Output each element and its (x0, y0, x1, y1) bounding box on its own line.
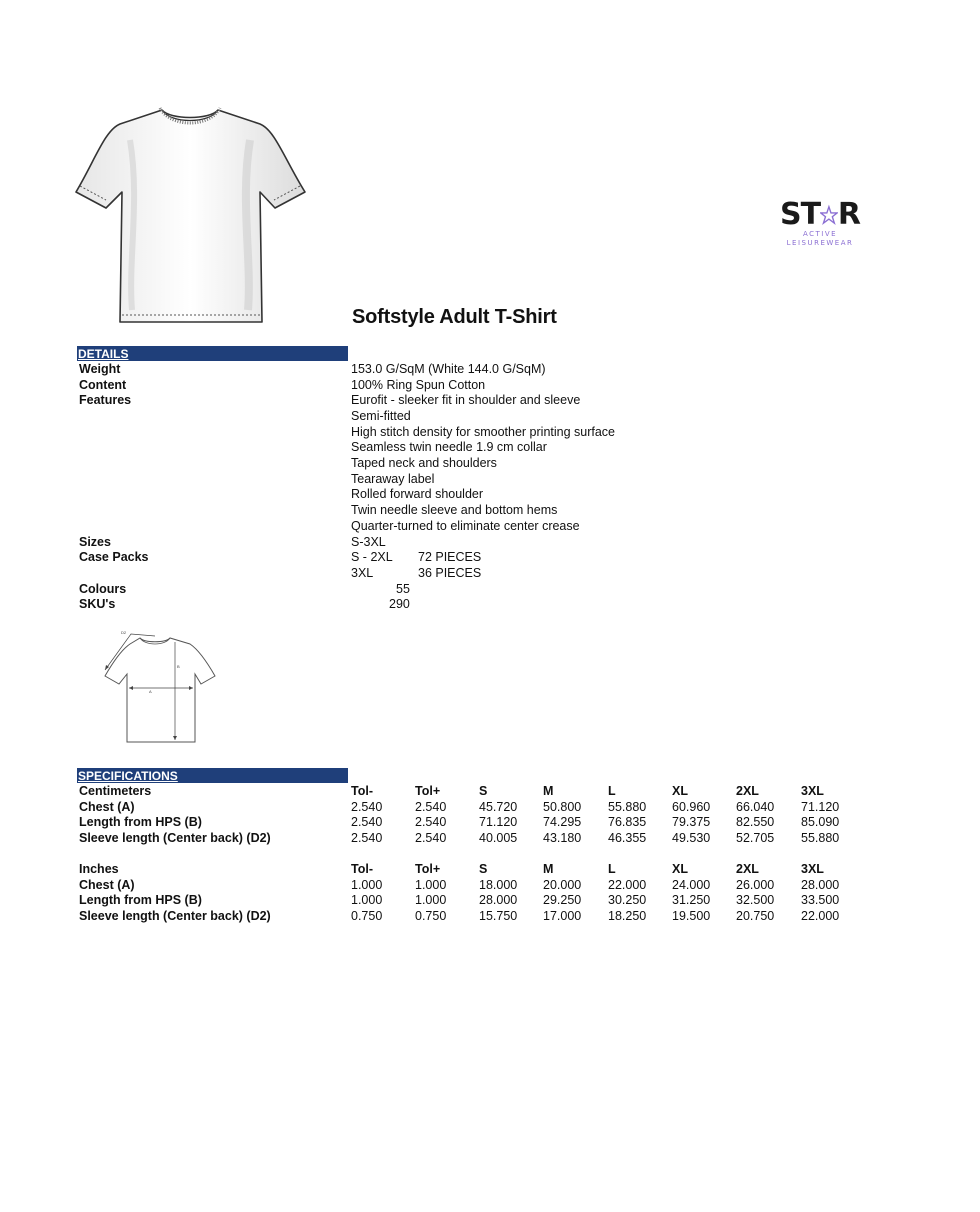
spec-cell: 30.250 (608, 893, 647, 908)
spec-unit-label: Inches (79, 862, 119, 876)
spec-cell: 18.250 (608, 908, 647, 923)
spec-unit-label: Centimeters (79, 784, 152, 798)
logo-tagline-2: LEISUREWEAR (786, 239, 854, 247)
spec-cell: 45.720 (479, 799, 518, 814)
spec-cell: 2.540 (415, 830, 447, 845)
spec-cell: 32.500 (736, 893, 775, 908)
spec-cell: 20.000 (543, 877, 582, 892)
spec-cell: 71.120 (801, 799, 840, 814)
spec-row-label: Length from HPS (B) (79, 815, 202, 830)
spec-cell: 2.540 (351, 815, 383, 830)
spec-column-header: 2XL (736, 862, 759, 876)
spec-column-header: Tol+ (415, 784, 441, 798)
spec-cell: 50.800 (543, 799, 582, 814)
spec-column-header: Tol- (351, 862, 373, 876)
spec-cell: 18.000 (479, 877, 518, 892)
spec-column-header: S (479, 862, 488, 876)
spec-row-label: Sleeve length (Center back) (D2) (79, 908, 271, 923)
star-logo (780, 197, 860, 260)
feature-item: Taped neck and shoulders (351, 456, 497, 470)
spec-cell: 55.880 (608, 799, 647, 814)
spec-cell: 20.750 (736, 908, 775, 923)
spec-cell: 43.180 (543, 830, 582, 845)
spec-cell: 82.550 (736, 815, 775, 830)
svg-text:D2: D2 (121, 630, 127, 635)
svg-text:B: B (177, 664, 180, 669)
product-title: Softstyle Adult T-Shirt (352, 306, 557, 328)
spec-cell: 0.750 (415, 908, 447, 923)
spec-row-label: Length from HPS (B) (79, 893, 202, 908)
case-pack-size: S - 2XL (351, 550, 393, 564)
logo-wordmark: ST R (780, 197, 860, 232)
spec-column-header: Tol- (351, 784, 373, 798)
spec-column-header: 3XL (801, 862, 824, 876)
spec-column-header: Tol+ (415, 862, 441, 876)
spec-cell: 79.375 (672, 815, 711, 830)
spec-column-header: 2XL (736, 784, 759, 798)
colours-label: Colours (79, 582, 127, 596)
spec-cell: 60.960 (672, 799, 711, 814)
spec-cell: 19.500 (672, 908, 711, 923)
case-pack-size: 3XL (351, 566, 374, 580)
sizes-value: S-3XL (351, 535, 386, 549)
spec-cell: 24.000 (672, 877, 711, 892)
spec-cell: 22.000 (608, 877, 647, 892)
spec-cell: 1.000 (351, 893, 383, 908)
skus-value: 290 (389, 597, 410, 611)
skus-label: SKU's (79, 597, 116, 611)
logo-tagline-1: ACTIVE (802, 230, 838, 238)
tshirt-illustration (70, 100, 310, 330)
feature-item: High stitch density for smoother printing surface (351, 425, 616, 439)
feature-item: Twin needle sleeve and bottom hems (351, 503, 558, 517)
spec-column-header: XL (672, 784, 688, 798)
spec-cell: 22.000 (801, 908, 840, 923)
details-header: DETAILS (77, 346, 348, 361)
case-pack-qty: 72 PIECES (418, 550, 482, 564)
features-label: Features (79, 393, 132, 407)
spec-cell: 17.000 (543, 908, 582, 923)
colours-value: 55 (396, 582, 410, 596)
spec-cell: 29.250 (543, 893, 582, 908)
spec-cell: 2.540 (415, 799, 447, 814)
spec-column-header: L (608, 784, 616, 798)
spec-cell: 1.000 (351, 877, 383, 892)
svg-text:A: A (149, 689, 152, 694)
spec-cell: 0.750 (351, 908, 383, 923)
spec-cell: 28.000 (801, 877, 840, 892)
spec-cell: 76.835 (608, 815, 647, 830)
spec-row-label: Chest (A) (79, 877, 135, 892)
star-icon (820, 202, 838, 228)
feature-item: Tearaway label (351, 472, 435, 486)
content-label: Content (79, 378, 127, 392)
spec-cell: 2.540 (351, 799, 383, 814)
spec-column-header: M (543, 862, 554, 876)
spec-cell: 71.120 (479, 815, 518, 830)
spec-column-header: M (543, 784, 554, 798)
specifications-header: SPECIFICATIONS (77, 768, 348, 783)
feature-item: Semi-fitted (351, 409, 411, 423)
spec-cell: 28.000 (479, 893, 518, 908)
spec-cell: 49.530 (672, 830, 711, 845)
spec-cell: 66.040 (736, 799, 775, 814)
spec-cell: 74.295 (543, 815, 582, 830)
spec-cell: 1.000 (415, 877, 447, 892)
spec-cell: 31.250 (672, 893, 711, 908)
spec-cell: 26.000 (736, 877, 775, 892)
spec-cell: 40.005 (479, 830, 518, 845)
spec-cell: 15.750 (479, 908, 518, 923)
spec-cell: 2.540 (415, 815, 447, 830)
feature-item: Quarter-turned to eliminate center crease (351, 519, 580, 533)
spec-column-header: XL (672, 862, 688, 876)
content-value: 100% Ring Spun Cotton (351, 378, 486, 392)
feature-item: Eurofit - sleeker fit in shoulder and sleeve (351, 393, 581, 407)
sizes-label: Sizes (79, 535, 111, 549)
measurement-diagram (95, 628, 225, 748)
spec-cell: 85.090 (801, 815, 840, 830)
weight-label: Weight (79, 362, 121, 376)
spec-cell: 52.705 (736, 830, 775, 845)
feature-item: Seamless twin needle 1.9 cm collar (351, 440, 547, 454)
case-pack-qty: 36 PIECES (418, 566, 482, 580)
spec-column-header: S (479, 784, 488, 798)
spec-cell: 2.540 (351, 830, 383, 845)
spec-cell: 33.500 (801, 893, 840, 908)
spec-column-header: 3XL (801, 784, 824, 798)
spec-cell: 1.000 (415, 893, 447, 908)
spec-row-label: Chest (A) (79, 799, 135, 814)
weight-value: 153.0 G/SqM (White 144.0 G/SqM) (351, 362, 546, 376)
spec-cell: 46.355 (608, 830, 647, 845)
spec-cell: 55.880 (801, 830, 840, 845)
case-packs-label: Case Packs (79, 550, 149, 564)
spec-row-label: Sleeve length (Center back) (D2) (79, 830, 271, 845)
feature-item: Rolled forward shoulder (351, 487, 484, 501)
spec-column-header: L (608, 862, 616, 876)
